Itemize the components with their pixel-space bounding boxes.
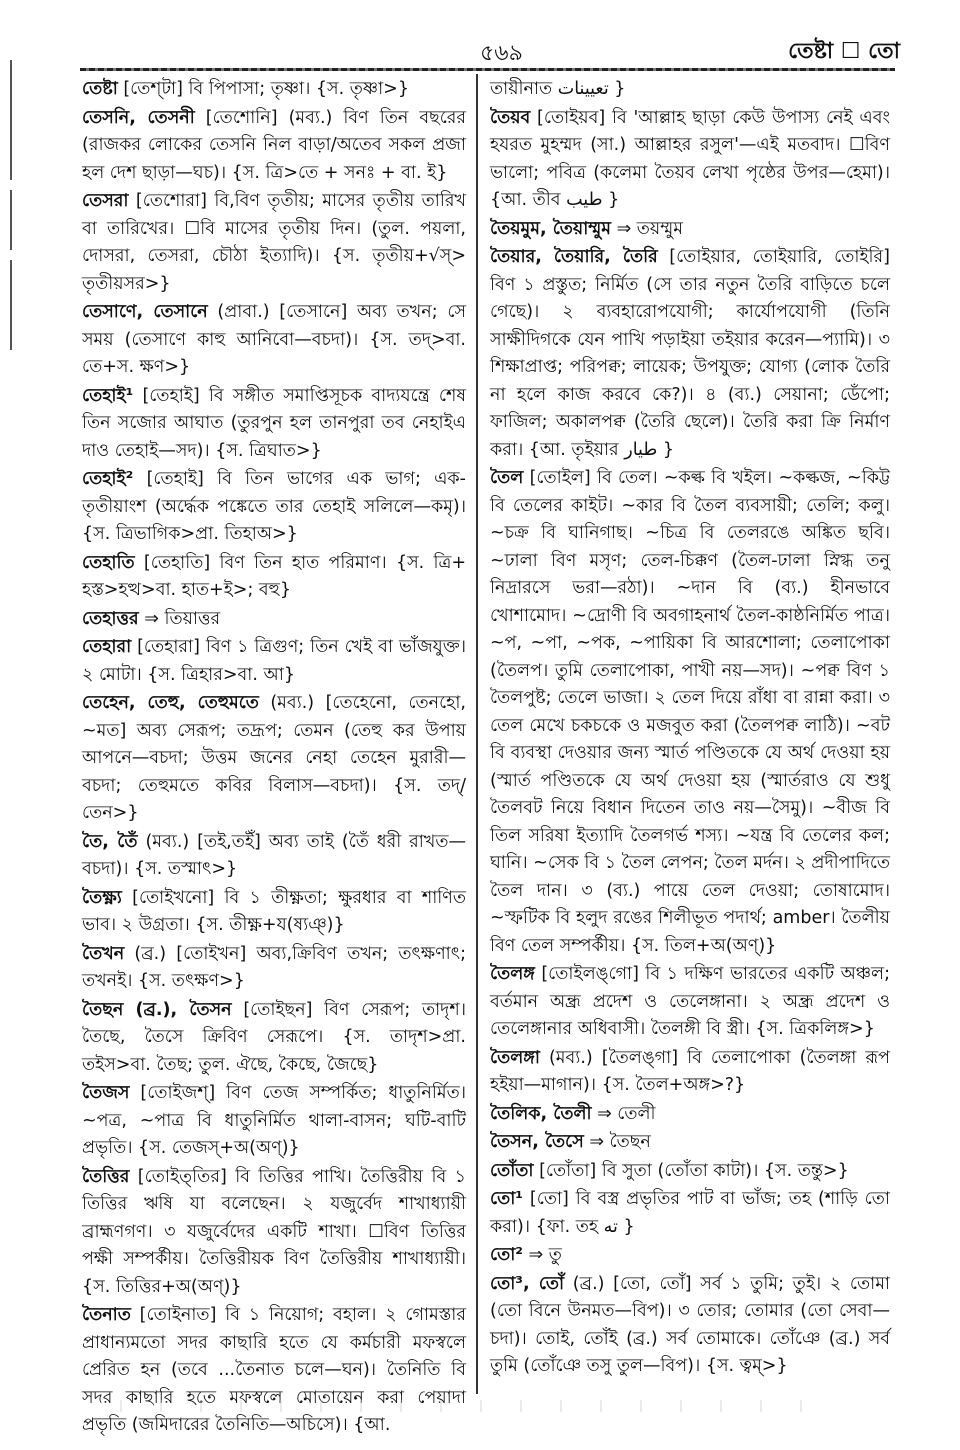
dictionary-entry bbox=[82, 550, 466, 605]
dictionary-entry bbox=[490, 76, 890, 104]
entry-definition: (ব্র.) [তোইখন] অব্য,ক্রিবিণ তখন; তৎক্ষণাৎ; তখনই। {স. তৎক্ষণ>} bbox=[82, 943, 466, 991]
entry-headword: তৈছন (ব্র.), তৈসন bbox=[82, 999, 232, 1020]
entry-headword: তৈলঙ্গ bbox=[490, 964, 535, 984]
entry-headword: তৈলিক, তৈলী bbox=[490, 1103, 592, 1124]
entry-headword: তৈয়ব bbox=[490, 107, 531, 128]
entry-definition: ⇒ তু bbox=[522, 1245, 562, 1265]
entry-definition: [তোঁতা] বি সুতা (তোঁতা কাটা)। {স. তন্তু>} bbox=[533, 1160, 849, 1181]
entry-headword: তেহারা bbox=[82, 637, 132, 657]
entry-headword: তৈল bbox=[490, 468, 524, 488]
entry-headword: তো³, তোঁ bbox=[490, 1273, 565, 1294]
dictionary-entry bbox=[490, 1129, 890, 1157]
entry-headword: তোঁতা bbox=[490, 1160, 534, 1181]
entry-definition: ⇒ তৈছন bbox=[583, 1132, 651, 1152]
dictionary-entry bbox=[82, 606, 466, 634]
dictionary-entry bbox=[82, 466, 466, 549]
entry-definition: ⇒ তেলী bbox=[591, 1103, 656, 1124]
entry-definition: [তো] বি বস্ত্র প্রভৃতির পাট বা ভাঁজ; তহ (শাড়ি তো করা)। {ফা. তহ ته } bbox=[490, 1189, 890, 1237]
dictionary-entry bbox=[490, 961, 890, 1044]
entry-definition: [তোইছন] বিণ সেরূপ; তাদৃশ। তৈছে, তৈসে ক্রিবিণ সেরূপে। {স. তাদৃশ>প্রা. তইস>বা. তৈছ; তুল. ঐছে, কৈছে, জৈছে} bbox=[82, 999, 466, 1075]
entry-definition: ⇒ তিয়াত্তর bbox=[138, 608, 221, 629]
dictionary-entry bbox=[82, 885, 466, 940]
dictionary-entry bbox=[490, 1271, 890, 1381]
dictionary-entry bbox=[82, 829, 466, 884]
entry-definition: [তোইল] বি তেল। ~কল্ক বি খইল। ~কল্কজ, ~কিট্ট বি তেলের কাইট। ~কার বি তৈল ব্যবসায়ী; তেলি; কলু। ~চক্র বি ঘানিগাছ। ~চিত্র বি তেলরঙে অঙ্কিত ছবি। ~ঢালা বিণ মসৃণ; তেল-চিক্কণ (তৈল-ঢালা স্নিগ্ধ তনু নিদ্রারসে ভরা—রঠা)। ~দান বি (ব্য.) হীনভাবে খোশামোদ। ~দ্রোণী বি অবগাহনার্থ তৈল-কাষ্ঠনির্মিত পাত্র। ~প, ~পা, ~পক, ~পায়িকা বি আরশোলা; তেলাপোকা (তৈলপ। তুমি তেলাপোকা, পাখী নয়—সদ)। ~পক্ব বিণ ১ তৈলপুষ্ট; তেলে ভাজা। ২ তেল দিয়ে রাঁধা বা রান্না করা। ৩ তেল মেখে চকচকে ও মজবুত করা (তৈলপক্ব লাঠি)। ~বট বি ব্যবস্থা দেওয়ার জন্য স্মার্ত পণ্ডিতকে যে অর্থ দেওয়া হয় (স্মার্ত পণ্ডিতকে যে অর্থ দেওয়া হয় (স্মার্তরাও যে শুধু তৈলবট নিয়ে বিধান দিতেন তাও নয়—সৈমু)। ~বীজ বি তিল সরিষা ইত্যাদি তৈলগর্ভ শস্য। ~যন্ত্র বি তেলের কল; ঘানি। ~সেক বি ১ তৈল লেপন; তৈল মর্দন। ২ প্রদীপাদিতে তৈল দান। ৩ (ব্য.) পায়ে তেল দেওয়া; তোষামোদ। ~স্ফটিক বি হলুদ রঙের শিলীভূত পদার্থ; amber। তৈলীয় বিণ তেল সম্পর্কীয়। {স. তিল+অ(অণ্‌)} bbox=[490, 468, 890, 956]
entry-definition: (প্রাবা.) [তেসানে] অব্য তখন; সে সময় (তেসাণে কাহু আনিবো—বচদা)। {স. তদ্‌>বা. তে+স. ক্ষণ>} bbox=[82, 302, 466, 377]
dictionary-entry bbox=[82, 634, 466, 689]
dictionary-entry bbox=[490, 1158, 890, 1186]
entry-headword: তৈয়ার, তৈয়ারি, তৈরি bbox=[490, 247, 658, 267]
dictionary-entry bbox=[82, 997, 466, 1080]
entry-headword: তৈক্ষ্ণ্য bbox=[82, 887, 122, 908]
column-divider bbox=[476, 74, 478, 1394]
entry-headword: তো¹ bbox=[490, 1189, 523, 1209]
dictionary-entry bbox=[490, 216, 890, 244]
dictionary-entry bbox=[82, 76, 466, 104]
entry-headword: তৈয়মুম, তৈয়াম্মুম bbox=[490, 218, 611, 239]
dictionary-entry bbox=[490, 1242, 890, 1270]
entry-headword: তৈজস bbox=[82, 1083, 130, 1103]
entry-headword: তৈ, তৈঁ bbox=[82, 831, 138, 852]
entry-definition: [তেশোরা] বি,বিণ তৃতীয়; মাসের তৃতীয় তারিখ বা তারিখের। ☐বি মাসের তৃতীয় দিন। (তুল. পয়লা, দোসরা, তেসরা, চৌঠা ইত্যাদি)। {স. তৃতীয়+√স্‌> তৃতীয়সর>} bbox=[82, 191, 466, 294]
entry-headword: তেসনি, তেসনী bbox=[82, 107, 195, 128]
page-header bbox=[80, 30, 900, 70]
entry-headword: তেহাই¹ bbox=[82, 385, 134, 406]
dictionary-entry bbox=[82, 941, 466, 996]
entry-definition: তায়ীনাত تعیینات } bbox=[490, 79, 626, 99]
dictionary-entry bbox=[490, 105, 890, 215]
entry-headword: তৈলঙ্গা bbox=[490, 1047, 540, 1068]
entry-headword: তৈসন, তৈসে bbox=[490, 1132, 584, 1152]
entry-definition: [তোইয়ার, তোইয়ারি, তোইরি] বিণ ১ প্রস্তুত; নির্মিত (সে তার নতুন তৈরি বাড়িতে চলে গেছে)। ২ ব্যবহারোপযোগী; কার্যোপযোগী (তিনি সাক্ষীদিগকে যেন পাখি পড়াইয়া তইয়ার করেন—প্যামি)। ৩ শিক্ষাপ্রাপ্ত; পরিপক্ব; লায়েক; উপযুক্ত; যোগ্য (লোক তৈরি না হলে কাজ করবে কে?)। ৪ (ব্য.) সেয়ানা; ডেঁপো; ফাজিল; অকালপক্ব (তৈরি ছেলে)। তৈরি করা ক্রি নির্মাণ করা। {আ. তৃইয়ার طیار } bbox=[490, 247, 890, 460]
entry-headword: তেষ্টা bbox=[82, 79, 118, 99]
entry-definition: [তোইজশ্‌] বিণ তেজ সম্পর্কিত; ধাতুনির্মিত। ~পত্র, ~পাত্র বি ধাতুনির্মিত থালা-বাসন; ঘটি-বাটি প্রভৃতি। {স. তেজস্‌+অ(অণ্‌)} bbox=[82, 1083, 466, 1158]
dictionary-entry bbox=[82, 1302, 466, 1440]
guide-words: তেষ্টা ☐ তো bbox=[788, 39, 900, 64]
dictionary-entry bbox=[82, 383, 466, 466]
entry-definition: [তোইয়ব] বি 'আল্লাহ ছাড়া কেউ উপাস্য নেই এবং হযরত মুহম্মদ (সা.) আল্লাহর রসুল'—এই মতবাদ। ☐বিণ ভালো; পবিত্র (কলেমা তৈয়ব লেখা পৃষ্ঠের উপর—হেমা)। {আ. তীব طیب } bbox=[490, 107, 890, 210]
entry-definition: (মব্য.) [তৈলঙ্‌গা] বি তেলাপোকা (তৈলঙ্গা রূপ হইয়া—মাগান)। {স. তৈল+অঙ্গ>?} bbox=[490, 1047, 890, 1095]
dictionary-entry bbox=[82, 690, 466, 828]
entry-definition: (মব্য.) [তেহেনো, তেনহো, ~মত] অব্য সেরূপ; তদ্রূপ; তেমন (তেহু কর উপায় আপনে—বচদা; উত্তম জনের নেহা তেহেন মুরারী—বচদা; তেহুমতে কবির বিলাস—বচদা)। {স. তদ্‌/তেন>} bbox=[82, 693, 466, 823]
left-column bbox=[82, 76, 466, 1441]
header-rule bbox=[80, 68, 895, 71]
entry-definition: (ব্র.) [তো, তোঁ] সর্ব ১ তুমি; তুই। ২ তোমা (তো বিনে উনমত—বিপ)। ৩ তোর; তোমার (তো সেবা—চদা)। তোই, তোঁই (ব্র.) সর্ব তোমাকে। তোঁঞে (ব্র.) সর্ব তুমি (তোঁঞে তসু তুল—বিপ)। {স. ত্বম্‌>} bbox=[490, 1273, 890, 1376]
dictionary-entry bbox=[82, 105, 466, 188]
entry-definition: [তোইখনো] বি ১ তীক্ষ্ণতা; ক্ষুরধার বা শাণিত ভাব। ২ উগ্রতা। {স. তীক্ষ্ণ+য(ষ্যঞ্‌)} bbox=[82, 887, 466, 935]
dictionary-entry bbox=[490, 465, 890, 960]
entry-headword: তৈনাত bbox=[82, 1305, 131, 1325]
dictionary-entry bbox=[82, 1164, 466, 1302]
entry-headword: তৈত্তির bbox=[82, 1166, 130, 1187]
entry-headword: তেহেন, তেহু, তেহুমতে bbox=[82, 693, 259, 713]
entry-headword: তেহাত্তর bbox=[82, 608, 139, 629]
entry-headword: তেহাই² bbox=[82, 469, 134, 489]
entry-definition: [তোইলঙ্‌গো] বি ১ দক্ষিণ ভারতের একটি অঞ্চল; বর্তমান অন্ধ্র প্রদেশ ও তেলেঙ্গানা। ২ অন্ধ্র প্রদেশ ও তেলেঙ্গানার অধিবাসী। তৈলঙ্গী বি স্ত্রী। {স. ত্রিকলিঙ্গ>} bbox=[490, 964, 890, 1039]
dictionary-entry bbox=[490, 244, 890, 464]
entry-definition: [তেহাতি] বিণ তিন হাত পরিমাণ। {স. ত্রি+ হস্ত>হত্থ>বা. হাত+ই>; বহু} bbox=[82, 552, 466, 600]
entry-definition: [তেহাই] বি সঙ্গীত সমাপ্তিসূচক বাদ্যযন্ত্রে শেষ তিন সজোর আঘাত (তুরপুন হল তানপুরা তব নেহাইএ দাও তেহাই—সদ)। {স. ত্রিঘাত>} bbox=[82, 385, 466, 461]
scan-edge-mark bbox=[4, 60, 18, 400]
scan-noise bbox=[120, 1400, 820, 1412]
entry-definition: [তেশোনি] (মব্য.) বিণ তিন বছরের (রাজকর লোকের তেসনি নিল বাড়া/অতেব সকল প্রজা হল দেশ ছাড়া—ঘচ)। {স. ত্রি>তে + সনঃ + বা. ই} bbox=[82, 107, 467, 183]
dictionary-entry bbox=[82, 188, 466, 298]
entry-definition: (মব্য.) [তই,তইঁ] অব্য তাই (তৈঁ ধরী রাখত—বচদা)। {স. তস্মাৎ>} bbox=[82, 831, 466, 879]
entry-definition: [তেহাই] বি তিন ভাগের এক ভাগ; এক-তৃতীয়াংশ (অর্দ্ধেক পঙ্কেতে তার তেহাই সলিলে—কমৃ)। {স. ত্রিভাগিক>প্রা. তিহাঅ>} bbox=[82, 469, 466, 544]
page-number: ৫৬৯ bbox=[480, 41, 523, 66]
entry-headword: তেসরা bbox=[82, 191, 129, 211]
entry-headword: তেসাণে, তেসানে bbox=[82, 302, 208, 322]
entry-headword: তেহাতি bbox=[82, 552, 135, 573]
entry-headword: তৈখন bbox=[82, 943, 125, 964]
entry-definition: ⇒ তয়ম্মুম bbox=[611, 218, 683, 239]
entry-definition: [তেশ্‌টা] বি পিপাসা; তৃষ্ণা। {স. তৃষ্ণা>} bbox=[117, 79, 409, 99]
dictionary-entry bbox=[82, 299, 466, 382]
dictionary-entry bbox=[490, 1101, 890, 1129]
entry-definition: [তেহারা] বিণ ১ ত্রিগুণ; তিন খেই বা ভাঁজযুক্ত। ২ মোটা। {স. ত্রিহার>বা. আ} bbox=[82, 637, 466, 685]
right-column bbox=[490, 76, 890, 1382]
entry-definition: [তোইনাত] বি ১ নিয়োগ; বহাল। ২ গোমস্তার প্রাধান্যমতো সদর কাছারি হতে যে কর্মচারী মফস্বলে প্রেরিত হন (তবে ...তৈনাত চলে—ঘন)। তৈনিতি বি সদর কাছারি হতে মফস্বলে মোতায়েন করা পেয়াদা প্রভৃতি (জমিদারের তৈনিতি—অচিসে)। {আ. bbox=[82, 1305, 466, 1435]
dictionary-entry bbox=[82, 1080, 466, 1163]
dictionary-entry bbox=[490, 1186, 890, 1241]
dictionary-entry bbox=[490, 1045, 890, 1100]
entry-headword: তো² bbox=[490, 1245, 523, 1265]
entry-definition: [তোইত্‌তির] বি তিত্তির পাখি। তৈত্তিরীয় বি ১ তিত্তির ঋষি যা বলেছেন। ২ যজুর্বেদ শাখাধ্যায়ী ব্রাহ্মণগণ। ৩ যজুর্বেদের একটি শাখা। ☐বিণ তিত্তির পক্ষী সম্পর্কীয়। তৈত্তিরীয়ক বিণ তৈত্তিরীয় শাখাধ্যায়ী। {স. তিত্তির+অ(অণ্‌)} bbox=[82, 1166, 466, 1297]
